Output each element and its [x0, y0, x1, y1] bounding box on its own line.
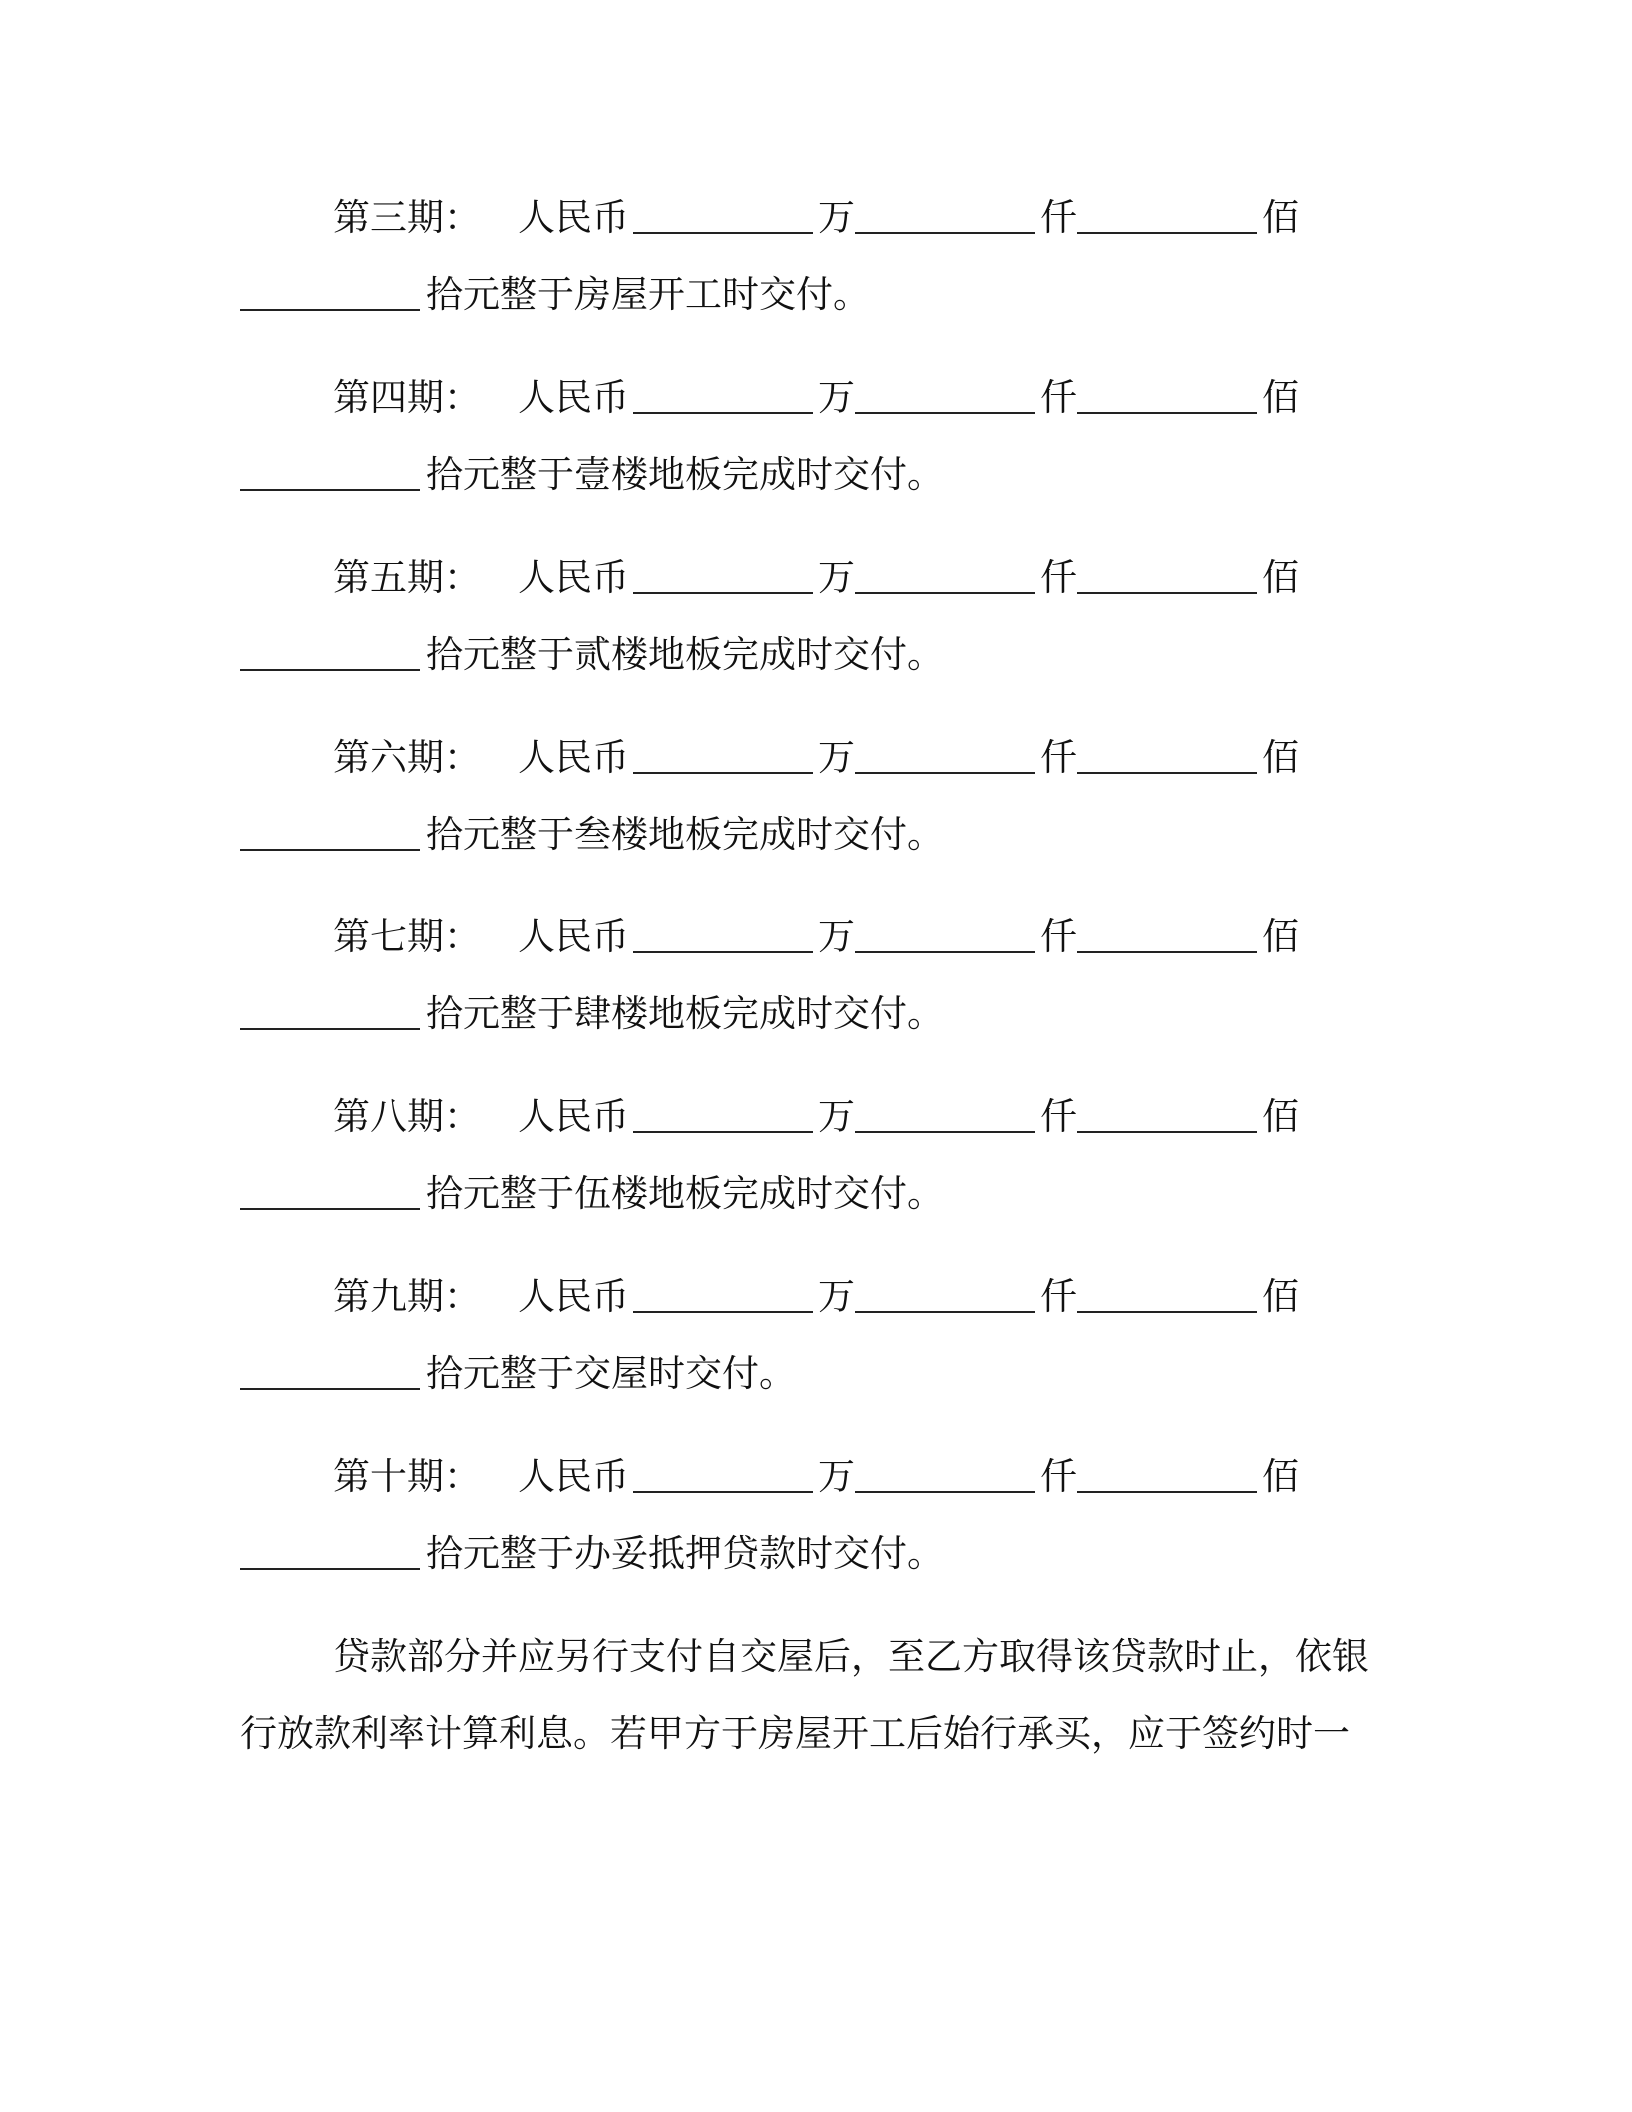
currency-label: 人民币 [518, 1455, 629, 1498]
installment-item [0, 372, 1632, 532]
bai-unit: 佰 [1262, 736, 1299, 779]
currency-label: 人民币 [518, 196, 629, 239]
paragraph-line: 行放款利率计算利息。若甲方于房屋开工后始行承买，应于签约时一 [240, 1712, 1350, 1755]
shi-blank [240, 489, 420, 491]
installment-period: 第八期： [333, 1095, 481, 1138]
currency-label: 人民币 [518, 556, 629, 599]
qian-blank [855, 951, 1035, 953]
bai-unit: 佰 [1262, 1095, 1299, 1138]
shi-blank [240, 1208, 420, 1210]
qian-unit: 仟 [1040, 376, 1077, 419]
wan-unit: 万 [818, 1455, 855, 1498]
paragraph-line: 贷款部分并应另行支付自交屋后，至乙方取得该贷款时止，依银 [333, 1635, 1369, 1678]
installment-condition: 拾元整于叁楼地板完成时交付。 [426, 813, 944, 856]
installment-item [0, 911, 1632, 1071]
installment-period: 第七期： [333, 915, 481, 958]
wan-unit: 万 [818, 556, 855, 599]
installment-condition: 拾元整于肆楼地板完成时交付。 [426, 992, 944, 1035]
qian-blank [855, 1311, 1035, 1313]
wan-blank [633, 1311, 813, 1313]
wan-unit: 万 [818, 1275, 855, 1318]
qian-blank [855, 1491, 1035, 1493]
wan-unit: 万 [818, 736, 855, 779]
installment-condition: 拾元整于壹楼地板完成时交付。 [426, 453, 944, 496]
currency-label: 人民币 [518, 1275, 629, 1318]
shi-blank [240, 1568, 420, 1570]
bai-blank [1077, 1311, 1257, 1313]
installment-item [0, 1451, 1632, 1611]
wan-blank [633, 1491, 813, 1493]
bai-blank [1077, 412, 1257, 414]
qian-unit: 仟 [1040, 915, 1077, 958]
wan-blank [633, 412, 813, 414]
installment-condition: 拾元整于房屋开工时交付。 [426, 273, 870, 316]
installment-period: 第三期： [333, 196, 481, 239]
bai-unit: 佰 [1262, 376, 1299, 419]
bai-blank [1077, 951, 1257, 953]
bai-blank [1077, 1491, 1257, 1493]
installment-item [0, 732, 1632, 892]
bai-unit: 佰 [1262, 196, 1299, 239]
qian-blank [855, 412, 1035, 414]
qian-unit: 仟 [1040, 1275, 1077, 1318]
wan-unit: 万 [818, 196, 855, 239]
qian-unit: 仟 [1040, 1455, 1077, 1498]
bai-blank [1077, 772, 1257, 774]
wan-unit: 万 [818, 376, 855, 419]
installment-item [0, 552, 1632, 712]
installment-condition: 拾元整于办妥抵押贷款时交付。 [426, 1532, 944, 1575]
qian-unit: 仟 [1040, 196, 1077, 239]
bai-blank [1077, 592, 1257, 594]
bai-unit: 佰 [1262, 1275, 1299, 1318]
installment-item [0, 192, 1632, 352]
bai-unit: 佰 [1262, 556, 1299, 599]
currency-label: 人民币 [518, 736, 629, 779]
qian-blank [855, 772, 1035, 774]
qian-blank [855, 1131, 1035, 1133]
installment-period: 第六期： [333, 736, 481, 779]
shi-blank [240, 309, 420, 311]
qian-unit: 仟 [1040, 556, 1077, 599]
installment-condition: 拾元整于交屋时交付。 [426, 1352, 796, 1395]
currency-label: 人民币 [518, 915, 629, 958]
qian-unit: 仟 [1040, 1095, 1077, 1138]
shi-blank [240, 849, 420, 851]
bai-unit: 佰 [1262, 915, 1299, 958]
wan-blank [633, 1131, 813, 1133]
currency-label: 人民币 [518, 376, 629, 419]
wan-blank [633, 592, 813, 594]
installment-period: 第十期： [333, 1455, 481, 1498]
bai-blank [1077, 232, 1257, 234]
bai-unit: 佰 [1262, 1455, 1299, 1498]
installment-item [0, 1091, 1632, 1251]
shi-blank [240, 669, 420, 671]
wan-unit: 万 [818, 915, 855, 958]
installment-condition: 拾元整于贰楼地板完成时交付。 [426, 633, 944, 676]
wan-unit: 万 [818, 1095, 855, 1138]
bai-blank [1077, 1131, 1257, 1133]
qian-blank [855, 592, 1035, 594]
installment-period: 第四期： [333, 376, 481, 419]
qian-unit: 仟 [1040, 736, 1077, 779]
installment-period: 第五期： [333, 556, 481, 599]
shi-blank [240, 1028, 420, 1030]
wan-blank [633, 232, 813, 234]
currency-label: 人民币 [518, 1095, 629, 1138]
installment-condition: 拾元整于伍楼地板完成时交付。 [426, 1172, 944, 1215]
shi-blank [240, 1388, 420, 1390]
installment-period: 第九期： [333, 1275, 481, 1318]
wan-blank [633, 951, 813, 953]
installment-item [0, 1271, 1632, 1431]
wan-blank [633, 772, 813, 774]
qian-blank [855, 232, 1035, 234]
